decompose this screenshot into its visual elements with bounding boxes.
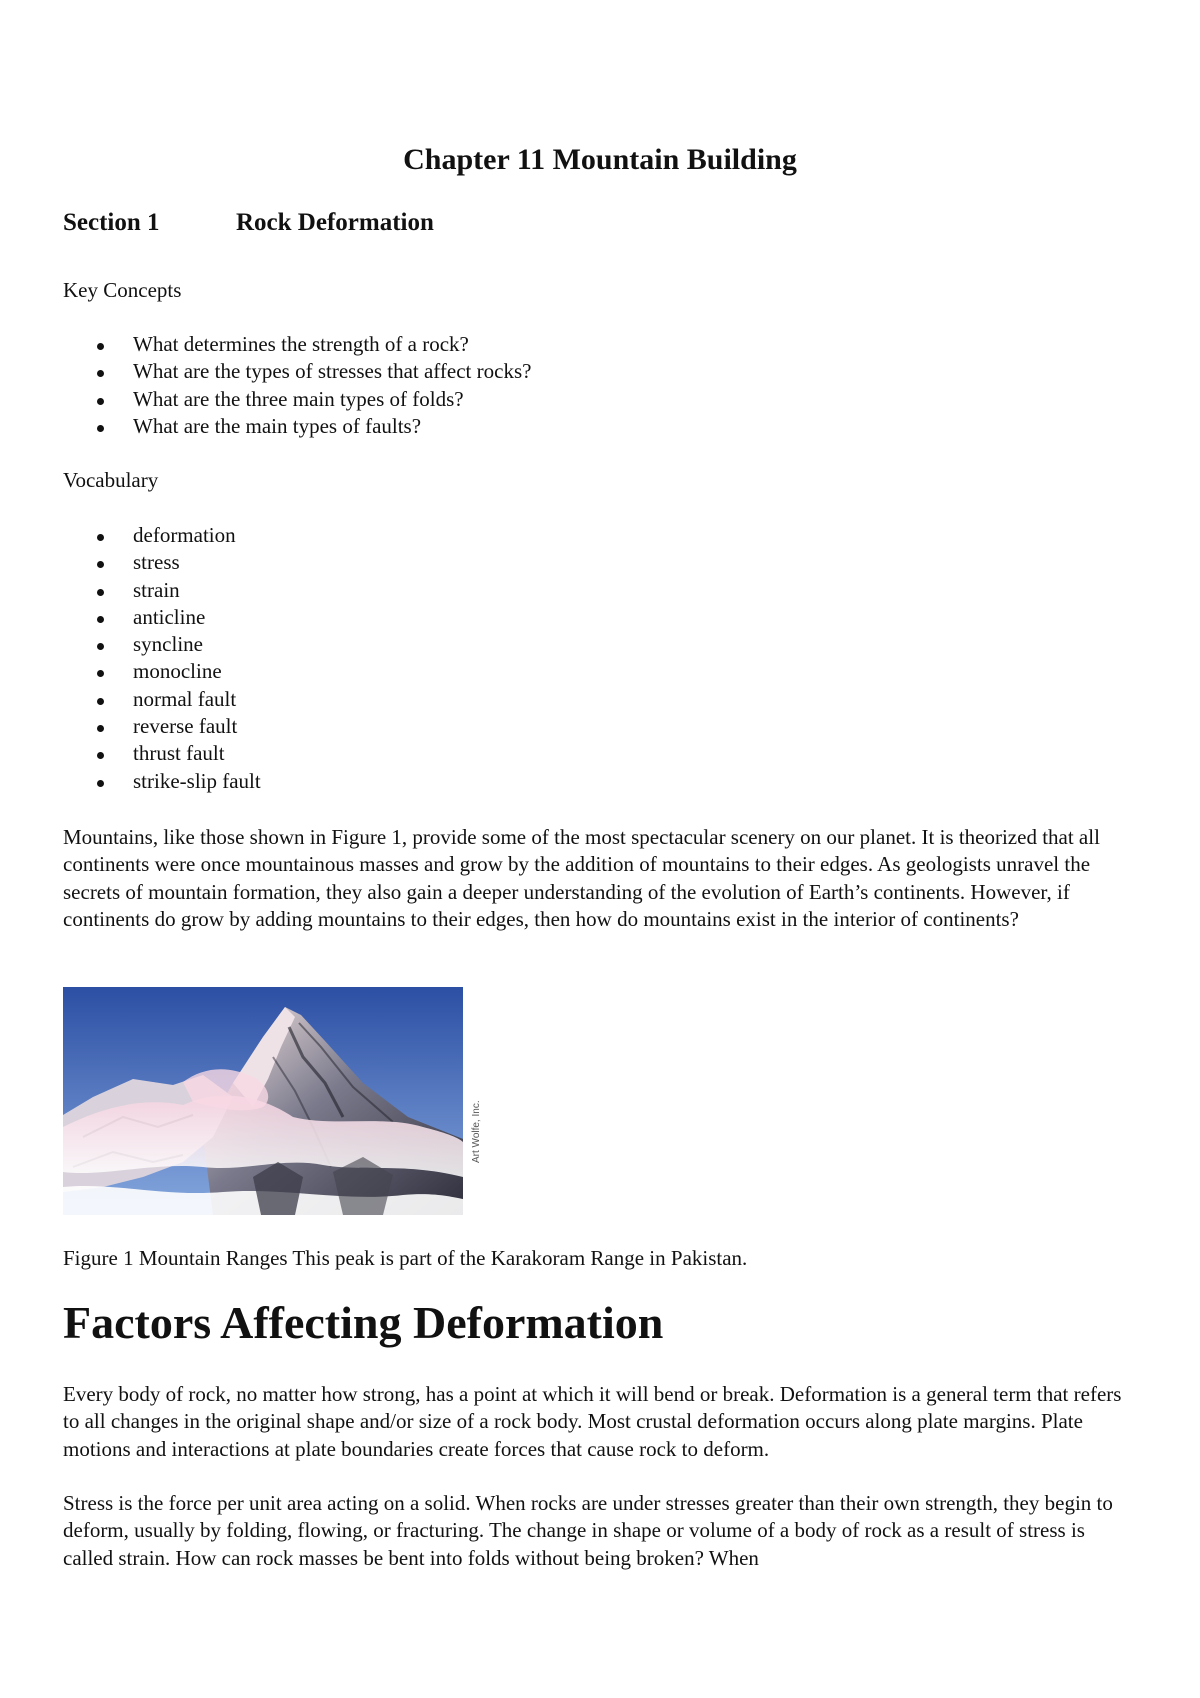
list-item: strain [63,577,261,604]
list-item: monocline [63,658,261,685]
section-heading [63,208,434,238]
intro-paragraph: Mountains, like those shown in Figure 1, provide some of the most spectacular scenery on our planet. It is theorized that all continents were once mountainous masses and grow by the addition of mountains to their edges. As geologists unravel the secrets of mountain formation, they also gain a deeper understanding of the evolution of Earth’s continents. However, if continents do grow by adding mountains to their edges, then how do mountains exist in the interior of continents? [63,825,1100,931]
list-item: What are the types of stresses that affect rocks? [63,358,531,385]
mountain-photo [63,987,463,1215]
figure-caption: Figure 1 Mountain Ranges This peak is part of the Karakoram Range in Pakistan. [63,1246,748,1270]
photo-credit: Art Wolfe, Inc. [471,1100,482,1163]
list-item: deformation [63,522,261,549]
list-item: reverse fault [63,713,261,740]
list-item: syncline [63,631,261,658]
list-item: normal fault [63,686,261,713]
paragraph-stress: Stress is the force per unit area acting on a solid. When rocks are under stresses greater than their own strength, they begin to deform, usually by folding, flowing, or fracturing. The change in shape or volume of a body of rock as a result of stress is called strain. How can rock masses be bent into folds without being broken? When [63,1491,1113,1570]
key-concepts-label: Key Concepts [63,278,182,302]
chapter-title: Chapter 11 Mountain Building [403,143,797,176]
key-concepts-list [63,331,531,440]
heading-factors-affecting-deformation: Factors Affecting Deformation [63,1297,664,1348]
list-item: thrust fault [63,740,261,767]
list-item: What are the main types of faults? [63,413,531,440]
list-item: stress [63,549,261,576]
section-number: Section 1 [63,209,160,236]
vocabulary-list [63,522,261,795]
vocabulary-label: Vocabulary [63,468,159,492]
paragraph-deformation: Every body of rock, no matter how strong, has a point at which it will bend or break. Deformation is a general term that refers to all changes in the original shape and/or size of a rock body. Most crustal deformation occurs along plate margins. Plate motions and interactions at plate boundaries create forces that cause rock to deform. [63,1382,1122,1461]
list-item: strike-slip fault [63,768,261,795]
section-title: Rock Deformation [236,209,434,236]
list-item: What determines the strength of a rock? [63,331,531,358]
list-item: What are the three main types of folds? [63,386,531,413]
list-item: anticline [63,604,261,631]
